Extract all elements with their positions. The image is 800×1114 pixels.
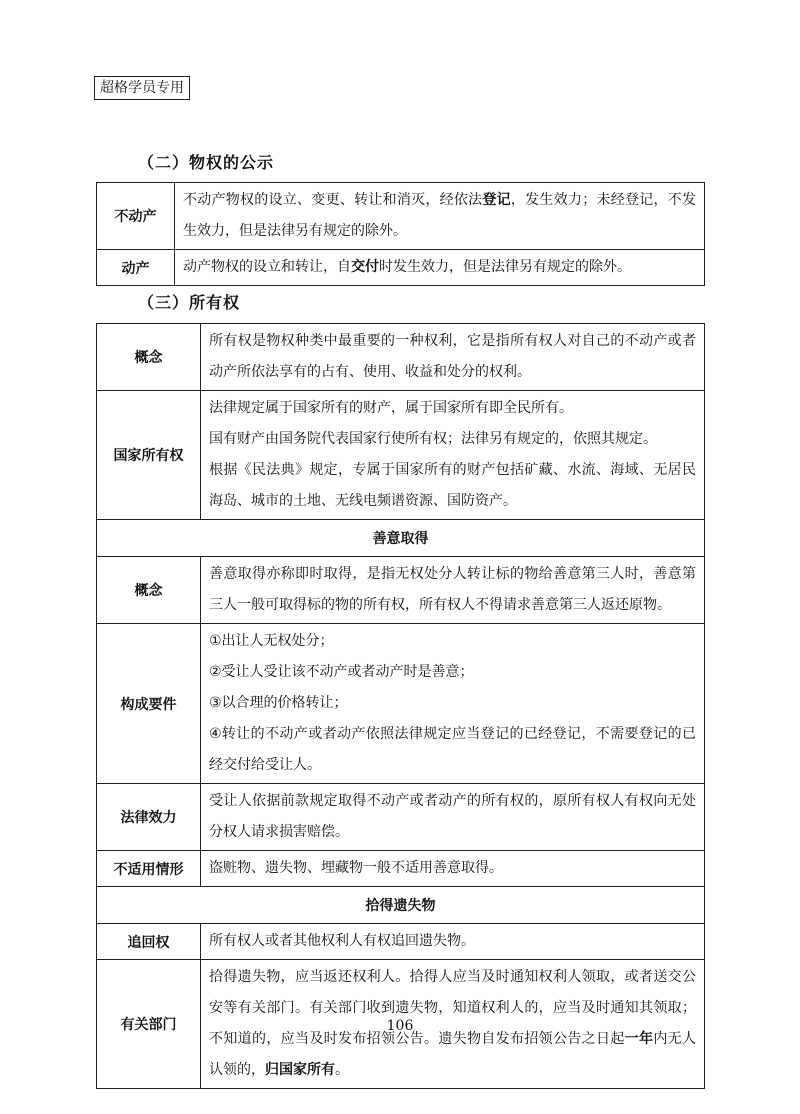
row-content: 动产物权的设立和转让，自交付时发生效力，但是法律另有规定的除外。	[175, 250, 705, 286]
row-content: 法律规定属于国家所有的财产，属于国家所有即全民所有。 国有财产由国务院代表国家行使所有权；法律另有规定的，依照其规定。 根据《民法典》规定，专属于国家所有的财产包括矿藏、水流、海域、无居民海岛、城市的土地、无线电频谱资源、国防资产。	[201, 391, 705, 520]
ownership-table	[96, 323, 705, 1089]
band-row	[97, 520, 705, 557]
row-content: 不动产物权的设立、变更、转让和消灭，经依法登记，发生效力；未经登记，不发生效力，但是法律另有规定的除外。	[175, 183, 705, 250]
table-row	[97, 183, 705, 250]
row-content: 受让人依据前款规定取得不动产或者动产的所有权的，原所有权人有权向无处分权人请求损害赔偿。	[201, 784, 705, 851]
row-content: ①出让人无权处分； ②受让人受让该不动产或者动产时是善意； ③以合理的价格转让； ④转让的不动产或者动产依照法律规定应当登记的已经登记，不需要登记的已经交付给受让人。	[201, 624, 705, 784]
row-label: 概念	[97, 324, 201, 391]
table-row	[97, 924, 705, 960]
row-label: 构成要件	[97, 624, 201, 784]
row-content: 善意取得亦称即时取得，是指无权处分人转让标的物给善意第三人时，善意第三人一般可取得标的物的所有权，所有权人不得请求善意第三人返还原物。	[201, 557, 705, 624]
header-tag: 超格学员专用	[94, 76, 190, 100]
section-title-ownership: （三）所有权	[138, 293, 241, 312]
table-row	[97, 557, 705, 624]
row-content: 拾得遗失物，应当返还权利人。拾得人应当及时通知权利人领取，或者送交公安等有关部门。有关部门收到遗失物，知道权利人的，应当及时通知其领取；不知道的，应当及时发布招领公告。遗失物自发布招领公告之日起一年内无人认领的，归国家所有。	[201, 960, 705, 1089]
row-content: 所有权人或者其他权利人有权追回遗失物。	[201, 924, 705, 960]
row-label: 有关部门	[97, 960, 201, 1089]
band-lost-property: 拾得遗失物	[97, 887, 705, 924]
row-label: 不适用情形	[97, 851, 201, 887]
band-good-faith: 善意取得	[97, 520, 705, 557]
row-label: 不动产	[97, 183, 175, 250]
row-label: 法律效力	[97, 784, 201, 851]
table-row	[97, 324, 705, 391]
band-row	[97, 887, 705, 924]
table-row	[97, 784, 705, 851]
table-row	[97, 391, 705, 520]
table-row	[97, 624, 705, 784]
section-title-publicity: （二）物权的公示	[138, 153, 275, 172]
row-label: 国家所有权	[97, 391, 201, 520]
table-row	[97, 851, 705, 887]
row-label: 概念	[97, 557, 201, 624]
row-content: 盗赃物、遗失物、埋藏物一般不适用善意取得。	[201, 851, 705, 887]
table-row	[97, 250, 705, 286]
page-number: 106	[386, 1018, 414, 1034]
publicity-table	[96, 182, 705, 286]
row-label: 追回权	[97, 924, 201, 960]
row-label: 动产	[97, 250, 175, 286]
row-content: 所有权是物权种类中最重要的一种权利，它是指所有权人对自己的不动产或者动产所依法享有的占有、使用、收益和处分的权利。	[201, 324, 705, 391]
